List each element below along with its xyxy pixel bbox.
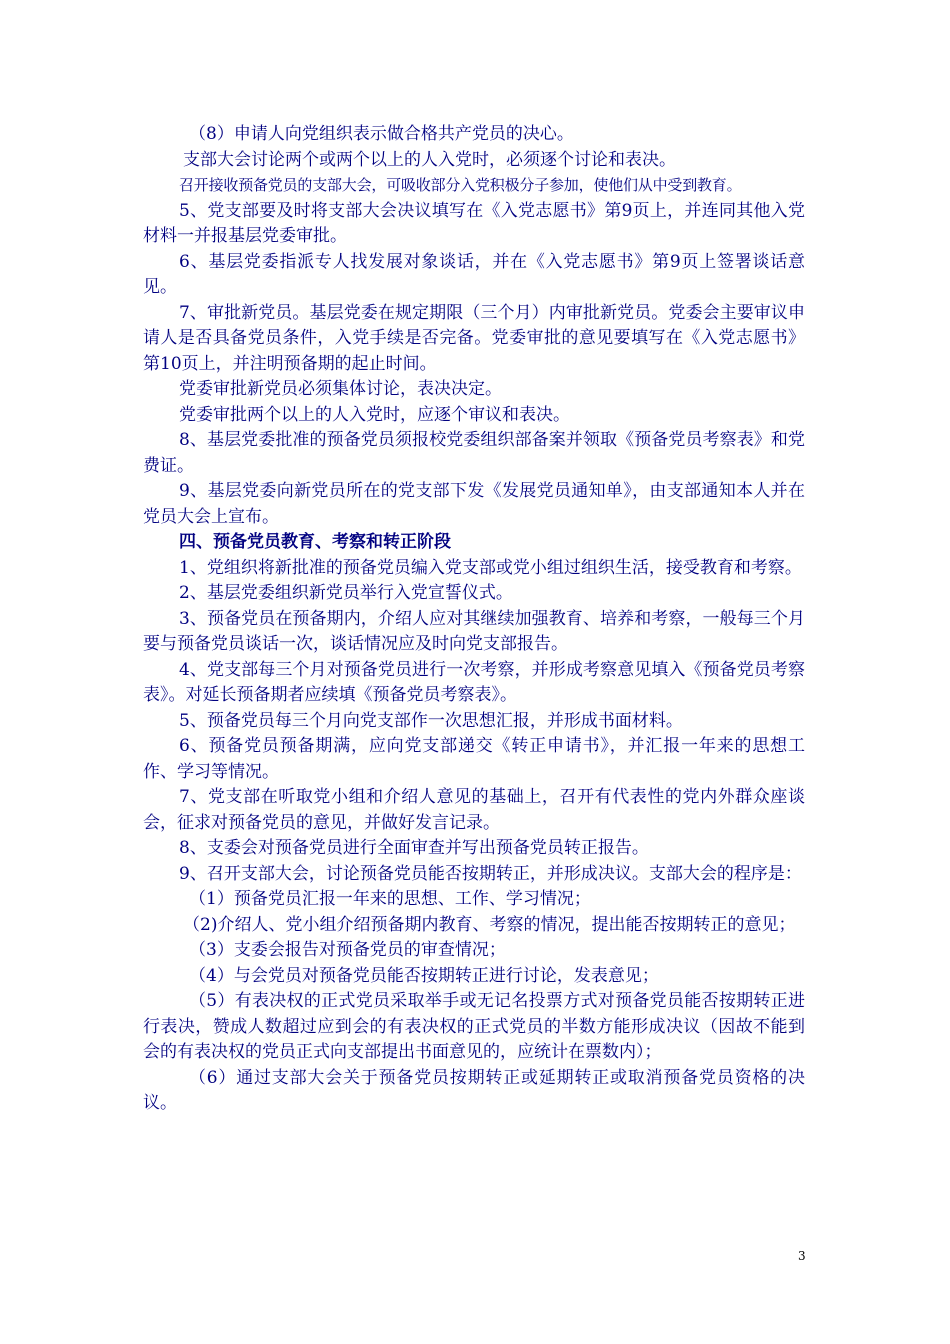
paragraph: （2)介绍人、党小组介绍预备期内教育、考察的情况，提出能否按期转正的意见； [183,914,796,935]
paragraph: 召开接收预备党员的支部大会，可吸收部分入党积极分子参加，使他们从中受到教育。 [179,176,742,194]
paragraph: 7、党支部在听取党小组和介绍人意见的基础上，召开有代表性的党内外群众座谈会，征求对预备党员的意见，并做好发言记录。 [143,787,805,833]
document-body [143,122,805,1117]
paragraph: 9、基层党委向新党员所在的党支部下发《发展党员通知单》，由支部通知本人并在党员大会上宣布。 [143,481,805,527]
paragraph: 2、基层党委组织新党员举行入党宣誓仪式。 [179,583,513,603]
paragraph: （3）支委会报告对预备党员的审查情况； [189,940,506,960]
paragraph: （5）有表决权的正式党员采取举手或无记名投票方式对预备党员能否按期转正进行表决，赞成人数超过应到会的有表决权的正式党员的半数方能形成决议（因故不能到会的有表决权的党员正式向支部提出书面意见的，应统计在票数内）； [143,991,805,1062]
paragraph: 5、党支部要及时将支部大会决议填写在《入党志愿书》第9页上，并连同其他入党材料一并报基层党委审批。 [143,200,805,246]
paragraph: 4、党支部每三个月对预备党员进行一次考察，并形成考察意见填入《预备党员考察表》。对延长预备期者应续填《预备党员考察表》。 [143,659,805,705]
paragraph: 9、召开支部大会，讨论预备党员能否按期转正，并形成决议。支部大会的程序是： [179,863,802,884]
paragraph: 8、基层党委批准的预备党员须报校党委组织部备案并领取《预备党员考察表》和党费证。 [143,430,805,476]
paragraph: 7、审批新党员。基层党委在规定期限（三个月）内审批新党员。党委会主要审议申请人是否具备党员条件，入党手续是否完备。党委审批的意见要填写在《入党志愿书》第10页上，并注明预备期的起止时间。 [143,302,805,374]
paragraph: 党委审批新党员必须集体讨论，表决决定。 [179,379,502,399]
paragraph: 6、基层党委指派专人找发展对象谈话，并在《入党志愿书》第9页上签署谈话意见。 [143,251,805,297]
paragraph: （8）申请人向党组织表示做合格共产党员的决心。 [189,124,574,144]
paragraph: 党委审批两个以上的人入党时，应逐个审议和表决。 [179,404,570,425]
paragraph: 6、预备党员预备期满，应向党支部递交《转正申请书》，并汇报一年来的思想工作、学习等情况。 [143,736,805,782]
paragraph: （4）与会党员对预备党员能否按期转正进行讨论，发表意见； [189,965,659,986]
paragraph: 8、支委会对预备党员进行全面审查并写出预备党员转正报告。 [179,838,649,858]
paragraph: 3、预备党员在预备期内，介绍人应对其继续加强教育、培养和考察，一般每三个月要与预备党员谈话一次，谈话情况应及时向党支部报告。 [143,608,805,654]
paragraph: 支部大会讨论两个或两个以上的人入党时，必须逐个讨论和表决。 [183,149,676,170]
paragraph: 5、预备党员每三个月向党支部作一次思想汇报，并形成书面材料。 [179,710,683,731]
paragraph: 1、党组织将新批准的预备党员编入党支部或党小组过组织生活，接受教育和考察。 [179,557,802,578]
paragraph: （1）预备党员汇报一年来的思想、工作、学习情况； [189,889,591,909]
page-number: 3 [798,1249,806,1263]
section-heading: 四、预备党员教育、考察和转正阶段 [179,532,451,552]
paragraph: （6）通过支部大会关于预备党员按期转正或延期转正或取消预备党员资格的决议。 [143,1067,805,1113]
